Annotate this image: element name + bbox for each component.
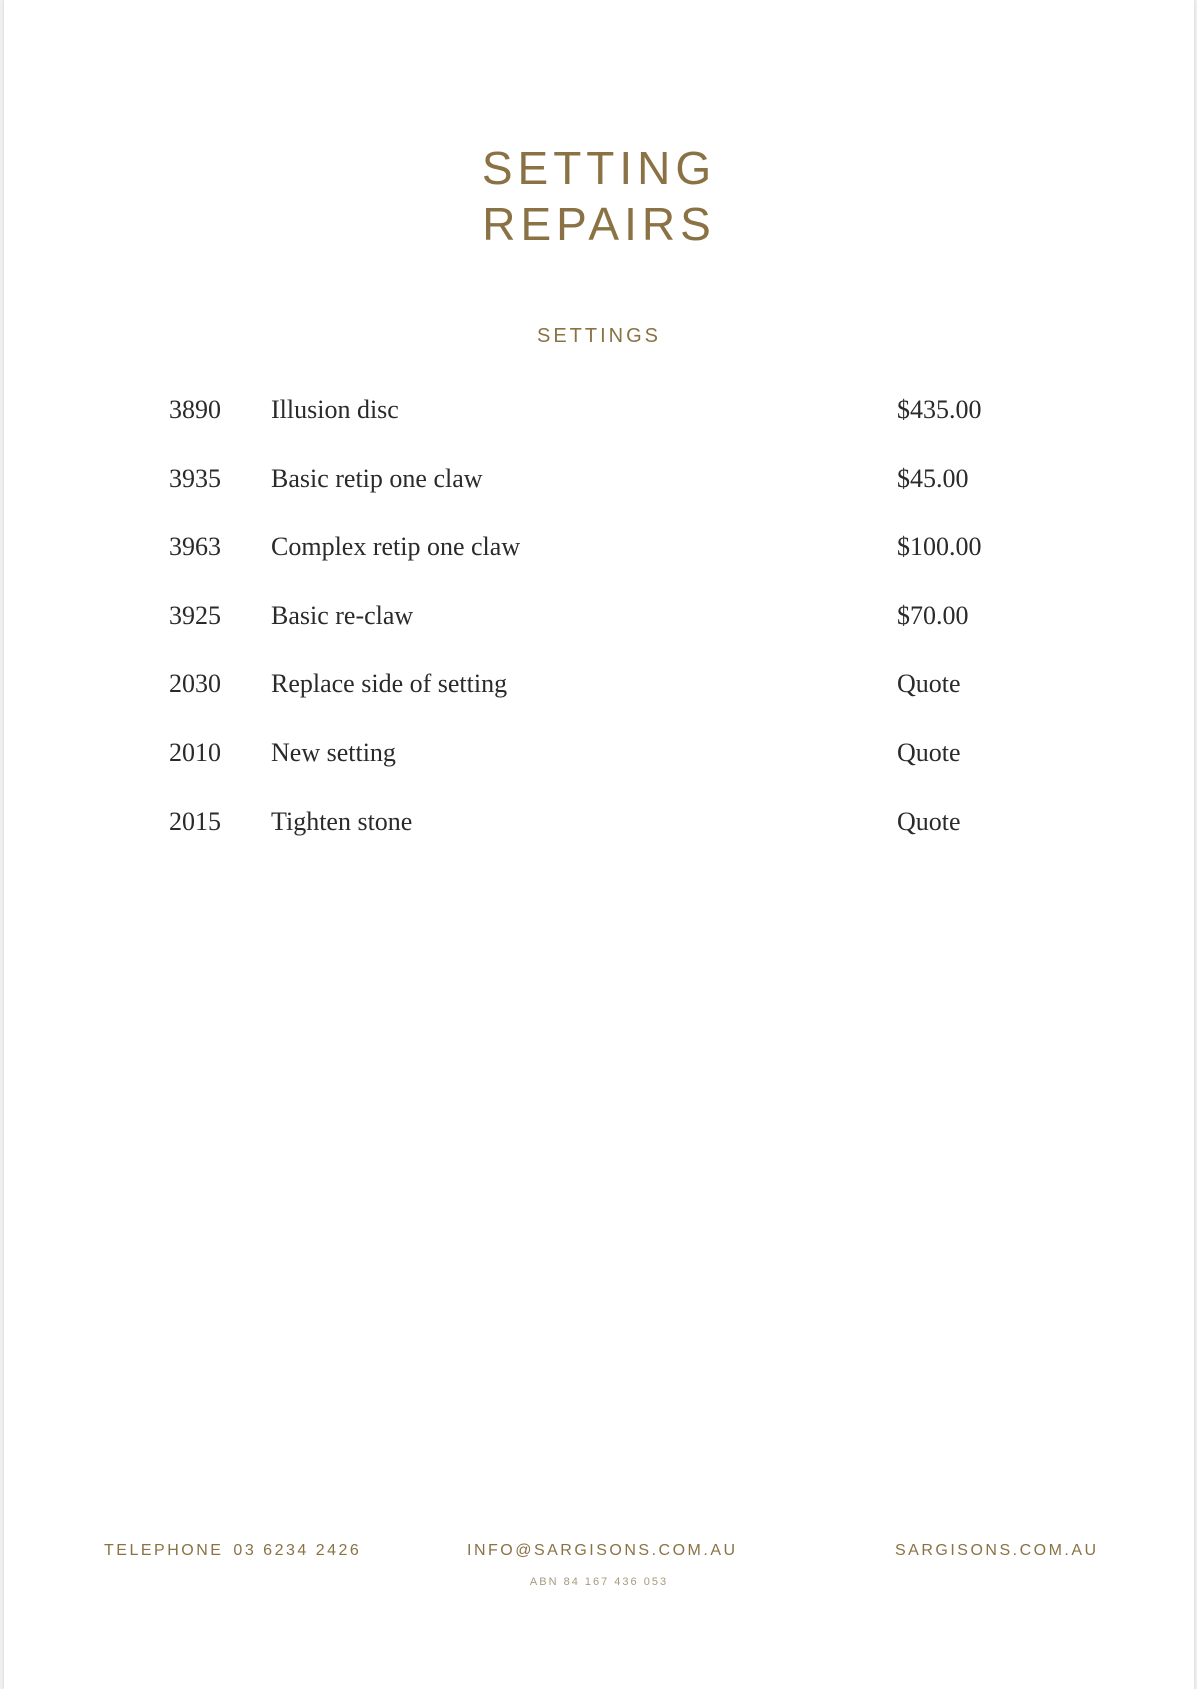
list-item bbox=[169, 532, 989, 601]
page-title bbox=[4, 140, 1194, 252]
item-price: $45.00 bbox=[897, 463, 969, 493]
telephone-number[interactable]: 03 6234 2426 bbox=[233, 1542, 362, 1559]
item-price: Quote bbox=[897, 737, 961, 767]
item-price: $435.00 bbox=[897, 395, 982, 424]
list-item bbox=[169, 669, 989, 738]
footer-email-link[interactable]: INFO@SARGISONS.COM.AU bbox=[467, 1542, 738, 1559]
page-title-line-2: REPAIRS bbox=[482, 198, 716, 250]
item-description: Illusion disc bbox=[271, 395, 399, 424]
item-code: 3925 bbox=[169, 600, 221, 630]
item-code: 3935 bbox=[169, 463, 221, 493]
document-page bbox=[4, 0, 1194, 1689]
list-item bbox=[169, 738, 989, 807]
item-description: Basic re-claw bbox=[271, 600, 414, 630]
list-item bbox=[169, 601, 989, 670]
item-code: 3890 bbox=[169, 395, 221, 424]
footer-website-link[interactable]: SARGISONS.COM.AU bbox=[895, 1542, 1099, 1559]
item-price: Quote bbox=[897, 806, 961, 836]
item-description: Complex retip one claw bbox=[271, 532, 521, 562]
item-description: Tighten stone bbox=[271, 806, 413, 836]
item-description: Basic retip one claw bbox=[271, 463, 483, 493]
page-title-line-1: SETTING bbox=[481, 142, 717, 194]
item-code: 2015 bbox=[169, 806, 221, 836]
section-heading: SETTINGS bbox=[536, 325, 661, 347]
list-item bbox=[169, 395, 989, 464]
item-code: 2010 bbox=[169, 737, 221, 767]
item-price: $70.00 bbox=[897, 600, 969, 630]
item-description: Replace side of setting bbox=[271, 669, 508, 699]
item-price: $100.00 bbox=[897, 532, 982, 562]
item-code: 3963 bbox=[169, 532, 221, 562]
footer-telephone bbox=[104, 1542, 361, 1560]
item-price: Quote bbox=[897, 669, 961, 699]
item-code: 2030 bbox=[169, 669, 221, 699]
item-description: New setting bbox=[271, 737, 396, 767]
telephone-label: TELEPHONE bbox=[104, 1542, 224, 1559]
footer-abn: ABN 84 167 436 053 bbox=[529, 1576, 669, 1588]
price-list bbox=[169, 395, 989, 875]
list-item bbox=[169, 807, 989, 876]
list-item bbox=[169, 464, 989, 533]
